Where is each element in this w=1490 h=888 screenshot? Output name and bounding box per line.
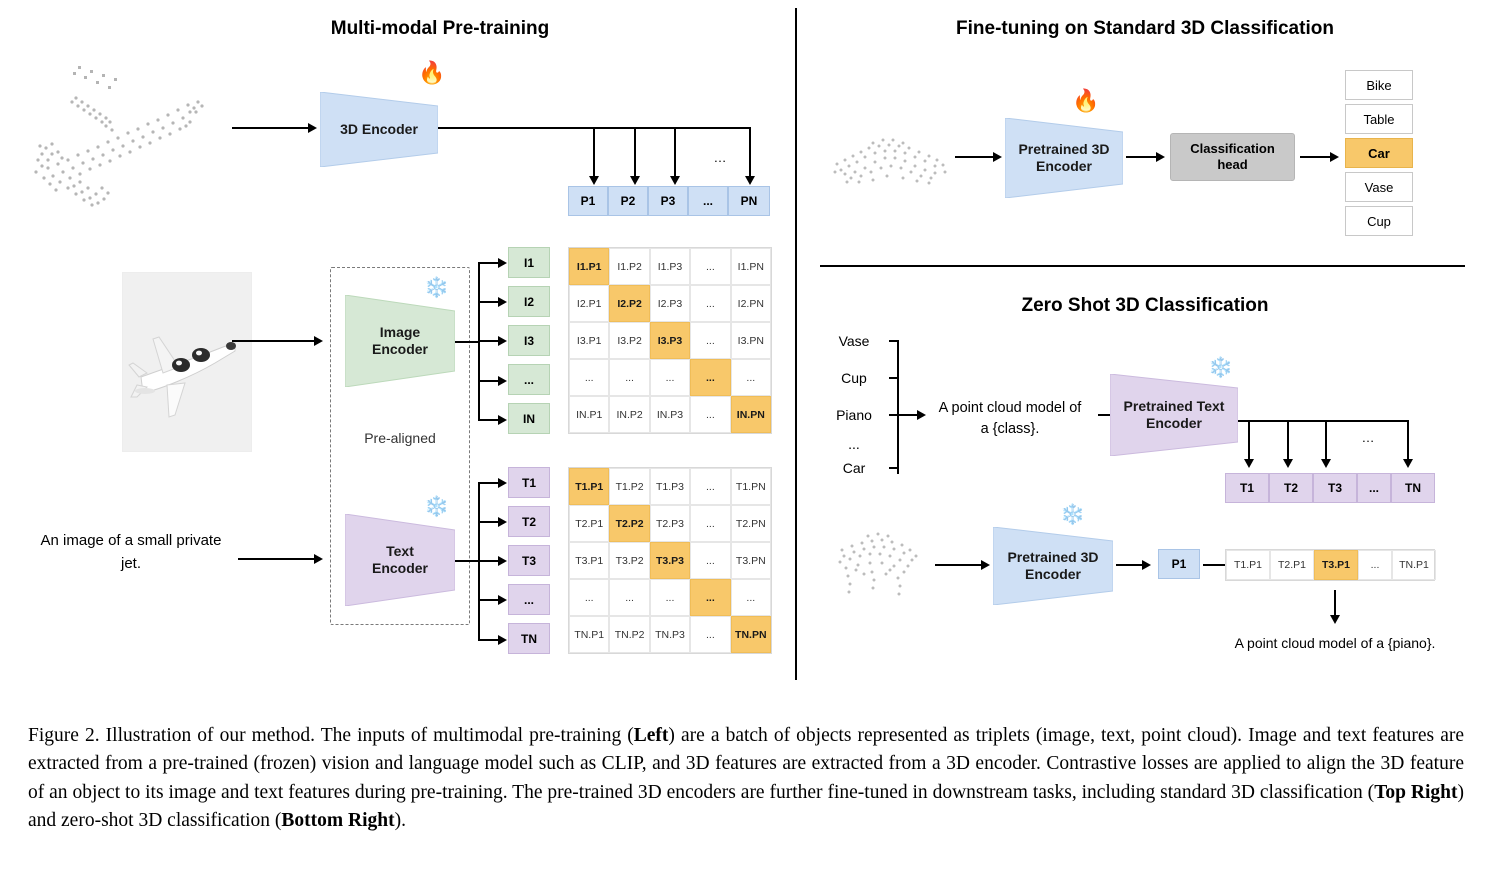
arrow-head: [1283, 459, 1293, 468]
matrix-cell: TN.PN: [731, 616, 771, 653]
matrix-cell: IN.P1: [569, 396, 609, 433]
panel-title-bottom-right: Zero Shot 3D Classification: [1021, 295, 1269, 316]
matrix-cell: ...: [690, 616, 730, 653]
matrix-cell: ...: [690, 285, 730, 322]
token-idots: ...: [508, 364, 550, 395]
zs-class-car: Car: [842, 460, 866, 476]
matrix-cell: IN.P3: [650, 396, 690, 433]
encoder-text-label: Text Encoder: [371, 542, 428, 576]
matrix-cell: ...: [690, 468, 730, 505]
branch-tn: [478, 639, 500, 641]
matrix-cell: ...: [690, 396, 730, 433]
matrix-cell: T3.P2: [609, 542, 649, 579]
bus-zs-text-tokens: [1238, 420, 1408, 422]
drop-p2: [634, 127, 636, 179]
matrix-cell: ...: [690, 505, 730, 542]
class-tick-car: [889, 467, 898, 469]
matrix-cell: I2.PN: [731, 285, 771, 322]
arrow-head: [498, 478, 507, 488]
rendered-image-airplane: [122, 272, 252, 452]
encoder-3d: [320, 92, 438, 167]
arrow-head: [498, 635, 507, 645]
line-image-enc-out: [455, 341, 479, 343]
matrix-cell: IN.PN: [731, 396, 771, 433]
matrix-cell: ...: [569, 359, 609, 396]
matrix-cell: T2.P3: [650, 505, 690, 542]
zs-score-row: [1225, 549, 1435, 581]
token-i2: I2: [508, 286, 550, 317]
matrix-cell: ...: [609, 579, 649, 616]
matrix-cell: I3.P3: [650, 322, 690, 359]
arrow-head: [670, 176, 680, 185]
token-i1: I1: [508, 247, 550, 278]
matrix-cell: T1.P1: [569, 468, 609, 505]
snowflake-icon: ❄️: [424, 277, 449, 299]
arrow-image-to-image-encoder: [232, 340, 316, 342]
token-p2: P2: [608, 186, 648, 216]
ellipsis-point-bus: …: [713, 150, 727, 165]
arrow-head: [308, 123, 317, 133]
caption-mid2: ) and zero-shot 3D classification (: [28, 781, 1465, 831]
caption-mid1: ) are a batch of objects represented as triplets (image, text, point cloud). Image and text features are extracted from a pre-trained (frozen) vision and language model such as CLIP, and 3D features are extracted from a 3D encoder. Contrastive losses are applied to align the 3D feature of an object to its image and text features during pre-training. The pre-trained 3D encoders are further fine-tuned in downstream tasks, including standard 3D classification (: [28, 725, 1464, 803]
snowflake-icon-text: ❄️: [424, 496, 449, 518]
branch-t2: [478, 521, 500, 523]
token-t3: T3: [508, 545, 550, 576]
class-tick-vase: [889, 340, 898, 342]
matrix-cell: I3.PN: [731, 322, 771, 359]
branch-tdots: [478, 599, 500, 601]
matrix-cell: ...: [690, 322, 730, 359]
zs-token-tn: TN: [1391, 473, 1435, 503]
branch-idots: [478, 380, 500, 382]
matrix-cell: I1.PN: [731, 248, 771, 285]
caption-bold-left: Left: [633, 725, 669, 746]
token-t2: T2: [508, 506, 550, 537]
branch-i2: [478, 301, 500, 303]
arrow-head: [589, 176, 599, 185]
zs-class-cup: Cup: [841, 370, 867, 386]
token-pn: PN: [728, 186, 770, 216]
matrix-cell: ...: [690, 542, 730, 579]
class-item-car: Car: [1345, 138, 1413, 168]
matrix-cell: T1.P3: [650, 468, 690, 505]
zs-token-t3: T3: [1313, 473, 1357, 503]
token-tn: TN: [508, 623, 550, 654]
snowflake-icon-zs-3d: ❄️: [1060, 504, 1085, 526]
zs-score-cell: TN.P1: [1392, 550, 1436, 580]
branch-i1: [478, 262, 500, 264]
point-cloud-piano: [828, 522, 933, 600]
figure-caption: [28, 722, 1464, 835]
encoder-image: [345, 295, 455, 387]
matrix-text-point: [568, 467, 772, 654]
arrow-head: [498, 595, 507, 605]
matrix-cell: ...: [731, 359, 771, 396]
branch-in: [478, 419, 500, 421]
encoder-image-label: Image Encoder: [371, 323, 428, 357]
arrow-text-to-text-encoder: [238, 558, 316, 560]
zs-result-text: A point cloud model of a {piano}.: [1234, 635, 1436, 651]
horizontal-divider: [820, 265, 1465, 267]
branch-t1: [478, 482, 500, 484]
matrix-cell: T3.P3: [650, 542, 690, 579]
encoder-3d-label: 3D Encoder: [340, 120, 418, 137]
matrix-image-point: [568, 247, 772, 434]
arrow-head: [314, 554, 323, 564]
zs-token-t2: T2: [1269, 473, 1313, 503]
zs-score-cell: T3.P1: [1314, 550, 1358, 580]
arrow-head: [498, 376, 507, 386]
matrix-cell: T3.P1: [569, 542, 609, 579]
point-cloud-car: [825, 128, 955, 188]
matrix-cell: ...: [609, 359, 649, 396]
matrix-cell: ...: [690, 359, 730, 396]
arrow-head: [1142, 560, 1151, 570]
matrix-cell: T2.PN: [731, 505, 771, 542]
fire-icon-finetune: 🔥: [1072, 88, 1100, 113]
zs-score-cell: T1.P1: [1226, 550, 1270, 580]
matrix-cell: ...: [731, 579, 771, 616]
arrow-piano-to-encoder: [935, 564, 983, 566]
caption-bold-bottom-right: Bottom Right: [281, 809, 395, 831]
vertical-divider: [795, 8, 797, 680]
class-item-bike: Bike: [1345, 70, 1413, 100]
matrix-cell: TN.P2: [609, 616, 649, 653]
text-input-caption: An image of a small private jet.: [40, 532, 222, 572]
arrow-head: [498, 517, 507, 527]
arrow-scores-to-result: [1334, 590, 1336, 618]
drop-zs-tn: [1407, 420, 1409, 462]
zs-class-vase: Vase: [838, 333, 870, 349]
matrix-cell: T1.PN: [731, 468, 771, 505]
arrow-head: [1403, 459, 1413, 468]
arrow-head: [498, 556, 507, 566]
prompt-template: A point cloud model of a {class}.: [938, 400, 1082, 438]
ellipsis-zs-bus: …: [1361, 430, 1375, 445]
drop-p3: [674, 127, 676, 179]
arrow-head: [498, 336, 507, 346]
matrix-cell: T2.P2: [609, 505, 649, 542]
matrix-cell: I2.P2: [609, 285, 649, 322]
arrow-head: [981, 560, 990, 570]
matrix-cell: T2.P1: [569, 505, 609, 542]
zs-class-dots: ...: [848, 436, 860, 452]
zs-class-piano: Piano: [836, 407, 872, 423]
fire-icon: 🔥: [418, 60, 446, 85]
token-p3: P3: [648, 186, 688, 216]
drop-zs-t3: [1325, 420, 1327, 462]
matrix-cell: T1.P2: [609, 468, 649, 505]
class-item-table: Table: [1345, 104, 1413, 134]
caption-bold-top-right: Top Right: [1374, 781, 1458, 803]
point-cloud-airplane: [18, 48, 228, 213]
panel-title-top-right: Fine-tuning on Standard 3D Classification: [956, 18, 1334, 39]
arrow-head: [314, 336, 323, 346]
encoder-pretrained-3d-finetune: [1005, 118, 1123, 198]
matrix-cell: I1.P1: [569, 248, 609, 285]
encoder-text: [345, 514, 455, 606]
encoder-pretrained-3d-label: Pretrained 3D Encoder: [1018, 140, 1110, 174]
snowflake-icon-zs-text: ❄️: [1208, 357, 1233, 379]
arrow-car-to-encoder: [955, 156, 995, 158]
arrow-head: [1156, 152, 1165, 162]
branch-i3: [478, 340, 500, 342]
matrix-cell: ...: [569, 579, 609, 616]
drop-p1: [593, 127, 595, 179]
class-item-vase: Vase: [1345, 172, 1413, 202]
token-pdots: ...: [688, 186, 728, 216]
encoder-pretrained-3d-zs: [993, 527, 1113, 605]
arrow-head: [1330, 152, 1339, 162]
matrix-cell: I3.P1: [569, 322, 609, 359]
classification-head: Classification head: [1170, 133, 1295, 181]
pre-aligned-label: Pre-aligned: [334, 430, 466, 446]
class-item-cup: Cup: [1345, 206, 1413, 236]
zs-score-cell: ...: [1358, 550, 1392, 580]
matrix-cell: TN.P1: [569, 616, 609, 653]
arrow-head: [498, 297, 507, 307]
encoder-pretrained-text-label: Pretrained Text Encoder: [1123, 397, 1225, 431]
encoder-pretrained-text: [1110, 374, 1238, 456]
token-tdots: ...: [508, 584, 550, 615]
arrow-head: [1330, 615, 1340, 624]
matrix-cell: I3.P2: [609, 322, 649, 359]
branch-t3: [478, 560, 500, 562]
matrix-cell: ...: [650, 359, 690, 396]
arrow-head: [1321, 459, 1331, 468]
arrow-cloud-to-3d-encoder: [232, 127, 310, 129]
zs-score-cell: T2.P1: [1270, 550, 1314, 580]
token-i3: I3: [508, 325, 550, 356]
arrow-head: [498, 258, 507, 268]
zs-token-dots: ...: [1357, 473, 1391, 503]
matrix-cell: I1.P2: [609, 248, 649, 285]
caption-suffix: ).: [394, 809, 406, 831]
matrix-cell: ...: [690, 579, 730, 616]
matrix-cell: ...: [690, 248, 730, 285]
arrow-encoder-to-head: [1126, 156, 1158, 158]
matrix-cell: I1.P3: [650, 248, 690, 285]
class-tick-cup: [889, 377, 898, 379]
zs-token-t1: T1: [1225, 473, 1269, 503]
arrow-encoder-to-p1: [1116, 564, 1144, 566]
matrix-cell: T3.PN: [731, 542, 771, 579]
arrow-head: [993, 152, 1002, 162]
arrow-head-to-classes: [1300, 156, 1332, 158]
token-p1: P1: [568, 186, 608, 216]
drop-zs-t1: [1248, 420, 1250, 462]
arrow-head: [1244, 459, 1254, 468]
drop-pn: [749, 127, 751, 179]
class-collector-line: [897, 340, 899, 474]
matrix-cell: IN.P2: [609, 396, 649, 433]
arrow-head: [745, 176, 755, 185]
matrix-cell: I2.P1: [569, 285, 609, 322]
matrix-cell: TN.P3: [650, 616, 690, 653]
token-in: IN: [508, 403, 550, 434]
zs-token-p1: P1: [1158, 549, 1200, 579]
arrow-head: [498, 415, 507, 425]
encoder-pretrained-3d-zs-label: Pretrained 3D Encoder: [1007, 548, 1099, 582]
line-text-enc-out: [455, 560, 479, 562]
panel-title-left: Multi-modal Pre-training: [330, 18, 550, 39]
arrow-head: [630, 176, 640, 185]
matrix-cell: I2.P3: [650, 285, 690, 322]
token-t1: T1: [508, 467, 550, 498]
caption-prefix: Figure 2. Illustration of our method. The inputs of multimodal pre-training (: [28, 725, 634, 746]
arrow-classes-to-prompt: [897, 414, 919, 416]
matrix-cell: ...: [650, 579, 690, 616]
drop-zs-t2: [1287, 420, 1289, 462]
